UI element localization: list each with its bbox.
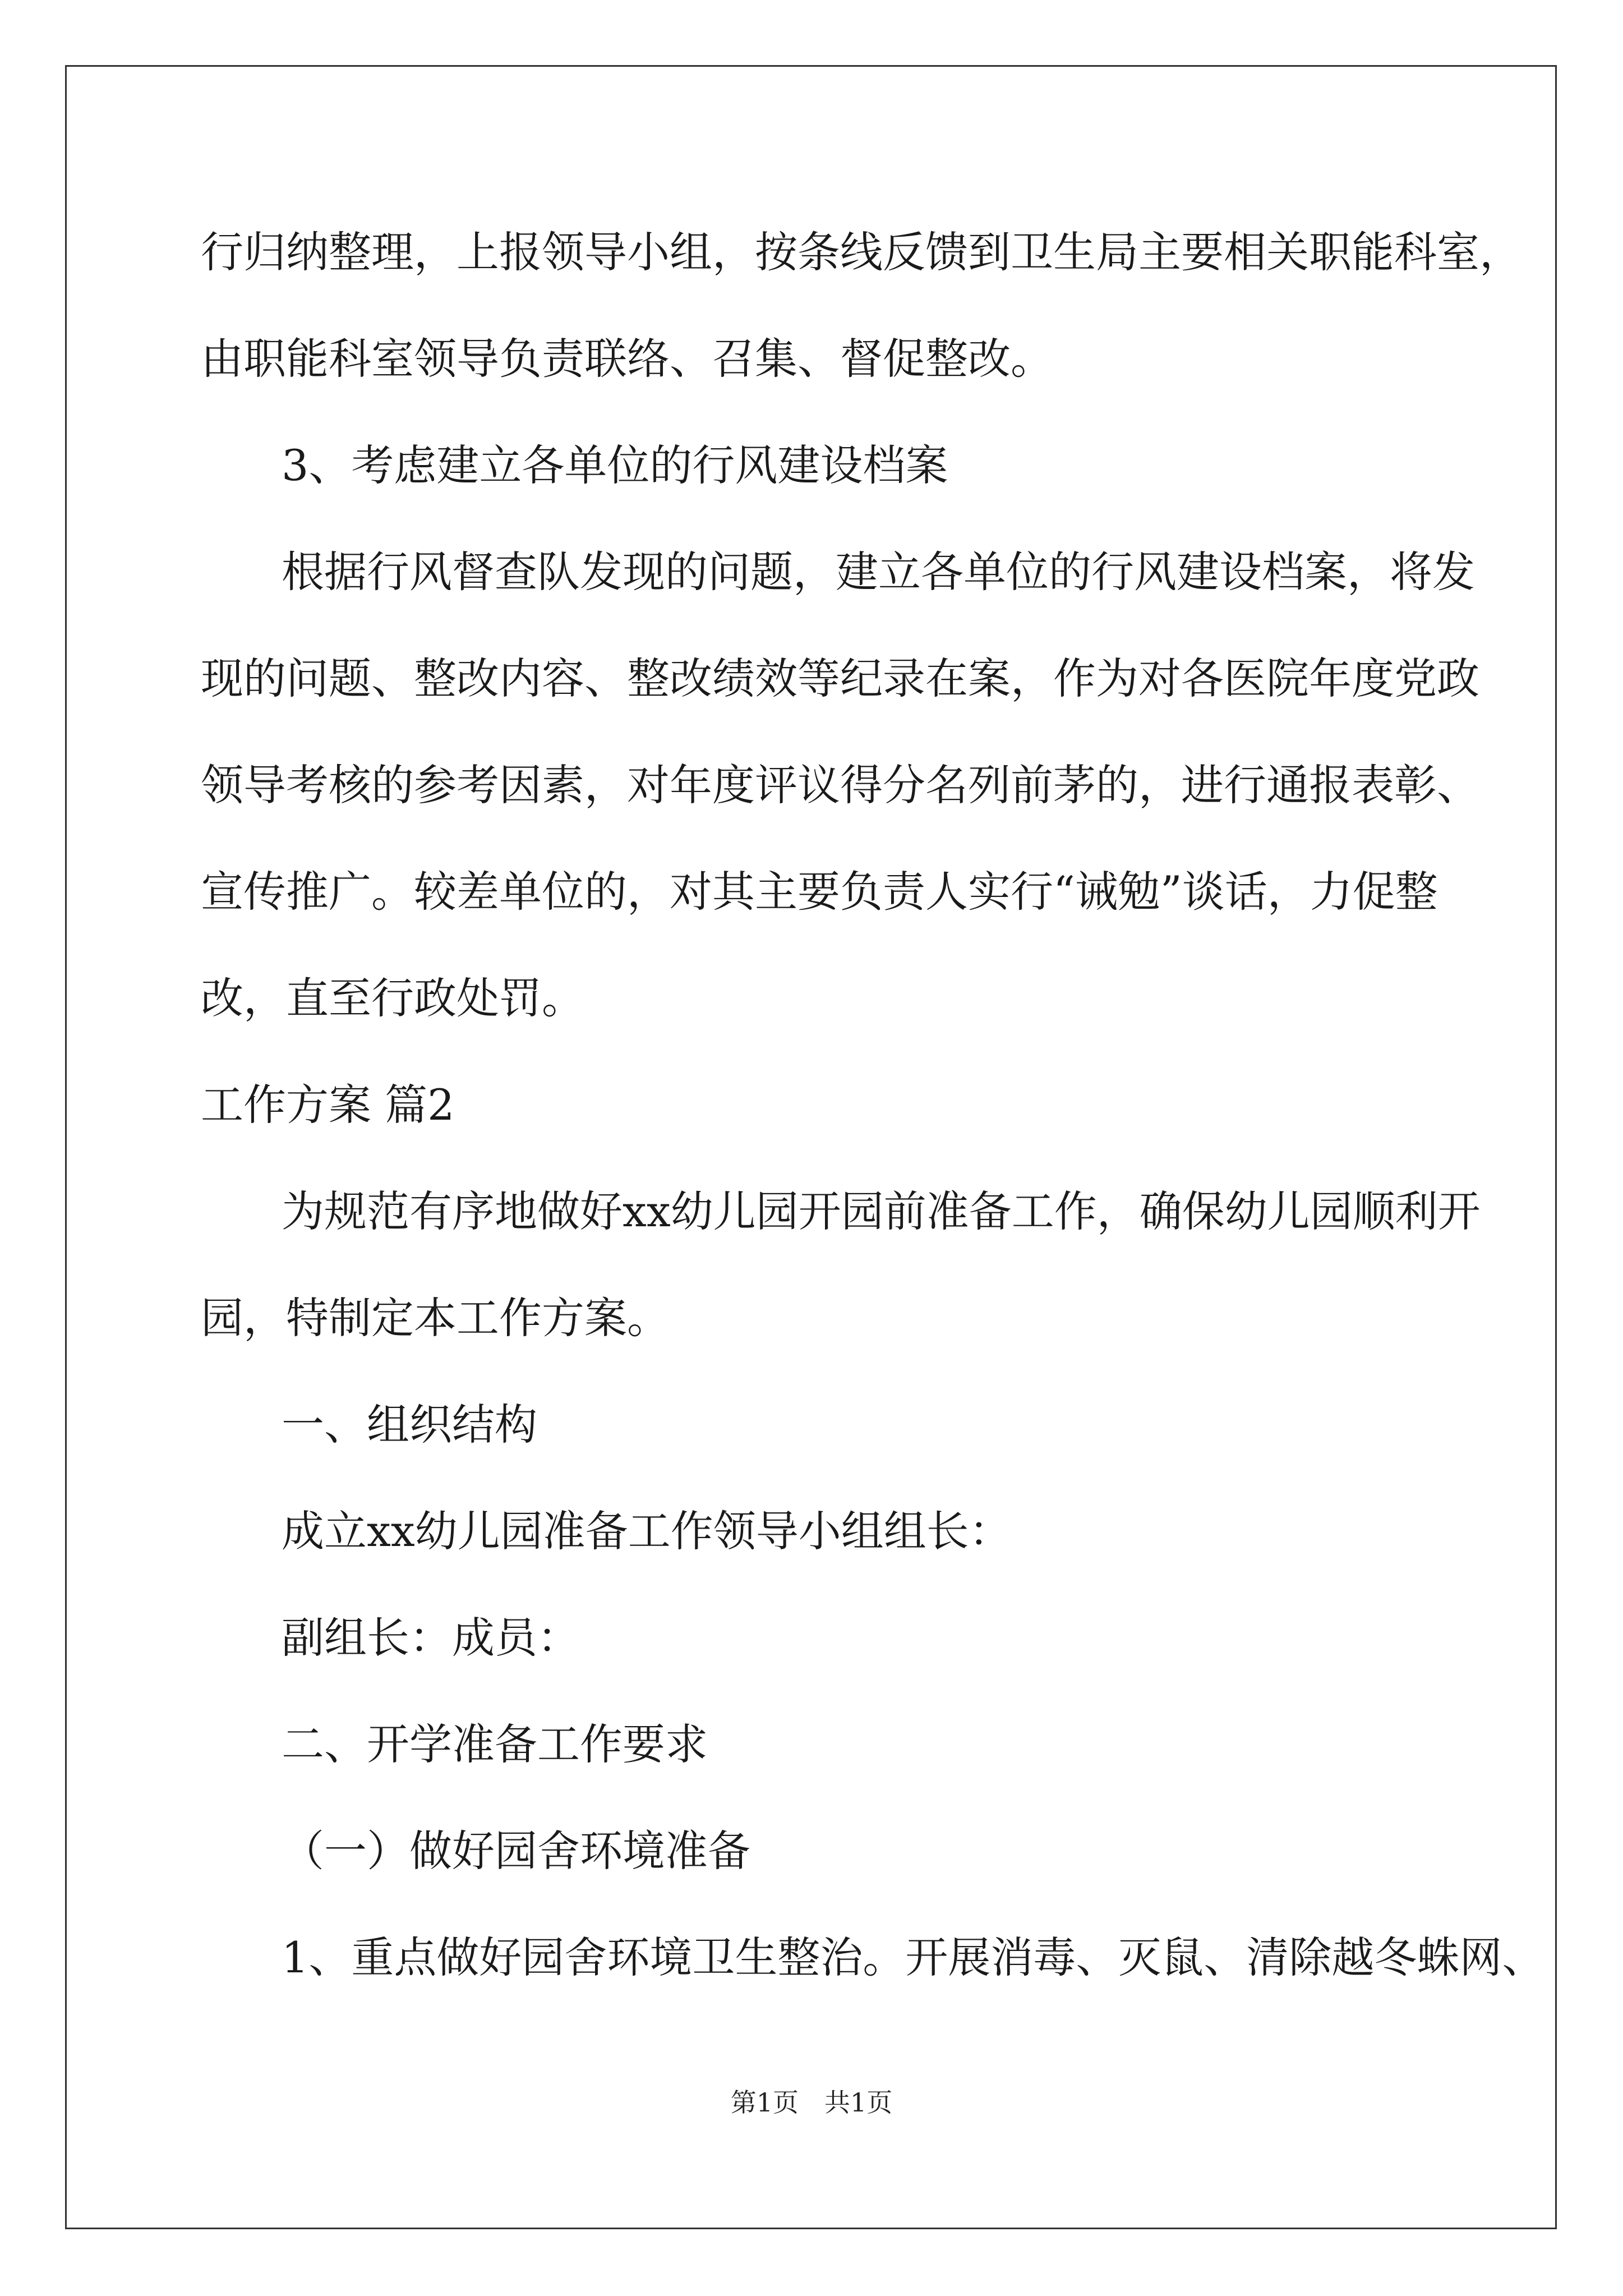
body-line: 现的问题、整改内容、整改绩效等纪录在案，作为对各医院年度党政 [201, 654, 1479, 703]
section-heading: 3、考虑建立各单位的行风建设档案 [282, 440, 948, 490]
body-line: 宣传推广。较差单位的，对其主要负责人实行“诫勉”谈话，力促整 [201, 867, 1438, 917]
page-border [65, 65, 1557, 2229]
body-line: 1、重点做好园舍环境卫生整治。开展消毒、灭鼠、清除越冬蛛网、 [282, 1932, 1545, 1982]
section-heading: 二、开学准备工作要求 [282, 1719, 708, 1769]
document-title: 工作方案 篇2 [201, 1080, 455, 1130]
body-line: 副组长：成员： [282, 1613, 580, 1663]
page-footer: 第1页 共1页 [730, 2087, 893, 2118]
body-line: 根据行风督查队发现的问题，建立各单位的行风建设档案，将发 [282, 547, 1475, 597]
body-line: 改，直至行政处罚。 [201, 973, 584, 1023]
body-line: 园，特制定本工作方案。 [201, 1293, 670, 1343]
body-line: 领导考核的参考因素，对年度评议得分名列前茅的，进行通报表彰、 [201, 760, 1479, 810]
body-line: 行归纳整理，上报领导小组，按条线反馈到卫生局主要相关职能科室， [201, 227, 1522, 277]
body-line: 由职能科室领导负责联络、召集、督促整改。 [201, 334, 1053, 384]
subsection-heading: （一）做好园舍环境准备 [282, 1826, 750, 1876]
body-line: 为规范有序地做好xx幼儿园开园前准备工作，确保幼儿园顺利开 [282, 1186, 1481, 1236]
body-line: 成立xx幼儿园准备工作领导小组组长： [282, 1506, 1012, 1556]
section-heading: 一、组织结构 [282, 1400, 537, 1450]
